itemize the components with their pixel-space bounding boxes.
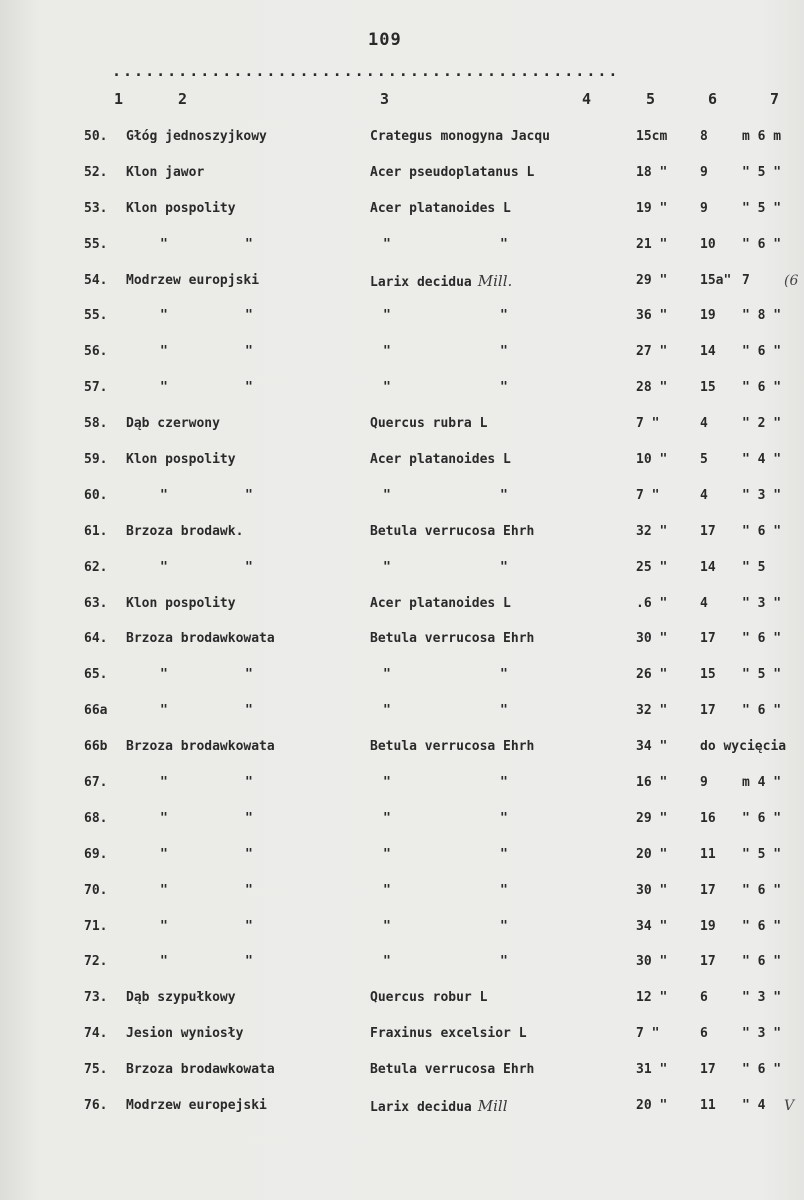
ditto-mark: " xyxy=(500,487,508,503)
dotted-separator: .............................................. xyxy=(112,62,620,80)
crown-diameter: " 4 " xyxy=(742,452,782,468)
trunk-circumference: 7 " xyxy=(636,1026,660,1042)
ditto-mark: " xyxy=(383,236,391,252)
ditto-mark: " xyxy=(383,380,391,396)
trunk-circumference: 18 " xyxy=(636,164,668,180)
row-number: 58. xyxy=(84,416,108,432)
handwritten-annotation: Mill xyxy=(477,1097,508,1116)
crown-diameter: " 8 " xyxy=(742,308,782,324)
latin-text: Betula verrucosa Ehrh xyxy=(370,631,535,647)
tree-inventory-table xyxy=(0,127,804,1132)
table-row xyxy=(0,988,804,1024)
trunk-circumference: 32 " xyxy=(636,523,668,539)
latin-text: Acer platanoides L xyxy=(370,200,511,216)
ditto-mark: " xyxy=(245,308,253,324)
table-row xyxy=(0,522,804,558)
ditto-mark: " xyxy=(500,918,508,934)
ditto-mark: " xyxy=(383,775,391,791)
latin-text: Larix decidua xyxy=(370,1100,472,1116)
latin-text: Acer platanoides L xyxy=(370,595,511,611)
trunk-circumference: 30 " xyxy=(636,631,668,647)
tree-height: 4 xyxy=(700,595,708,611)
crown-diameter: " 5 " xyxy=(742,667,782,683)
table-row xyxy=(0,450,804,486)
species-latin-name xyxy=(370,988,635,1008)
species-polish-name: Jesion wyniosły xyxy=(126,1026,244,1042)
ditto-mark: " xyxy=(383,703,391,719)
ditto-mark: " xyxy=(245,882,253,898)
tree-height: 17 xyxy=(700,631,716,647)
table-row xyxy=(0,342,804,378)
column-header-row xyxy=(0,90,804,114)
tree-height: 17 xyxy=(700,954,716,970)
table-row xyxy=(0,1096,804,1132)
ditto-mark: " xyxy=(383,308,391,324)
tree-height: 8 xyxy=(700,129,708,144)
ditto-mark: " xyxy=(383,846,391,862)
row-number: 54. xyxy=(84,272,108,288)
crown-diameter: " 5 " xyxy=(742,846,782,862)
species-latin-name xyxy=(370,127,635,147)
ditto-mark: " xyxy=(245,380,253,396)
latin-text: Fraxinus excelsior L xyxy=(370,1026,527,1042)
species-latin-name xyxy=(370,414,635,434)
trunk-circumference: 10 " xyxy=(636,452,668,468)
species-latin-name xyxy=(370,1060,635,1080)
tree-height: 17 xyxy=(700,1062,716,1078)
ditto-mark: " xyxy=(500,703,508,719)
tree-height: 11 xyxy=(700,1098,716,1114)
species-latin-name xyxy=(370,629,635,649)
crown-diameter: " 6 " xyxy=(742,882,782,898)
crown-diameter: m 4 " xyxy=(742,775,782,791)
ditto-mark: " xyxy=(160,487,168,503)
row-number: 62. xyxy=(84,559,108,575)
tree-height: 16 xyxy=(700,810,716,826)
ditto-mark: " xyxy=(160,810,168,826)
ditto-mark: " xyxy=(383,344,391,360)
trunk-circumference: 12 " xyxy=(636,990,668,1006)
ditto-mark: " xyxy=(160,344,168,360)
crown-diameter: " 6 " xyxy=(742,703,782,719)
latin-text: Betula verrucosa Ehrh xyxy=(370,523,535,539)
column-header-7: 7 xyxy=(770,90,780,108)
ditto-mark: " xyxy=(383,882,391,898)
tree-height: 6 xyxy=(700,1026,708,1042)
row-number: 64. xyxy=(84,631,108,647)
table-row xyxy=(0,773,804,809)
ditto-mark: " xyxy=(500,954,508,970)
species-polish-name: Dąb czerwony xyxy=(126,416,220,432)
latin-text: Acer platanoides L xyxy=(370,452,511,468)
ditto-mark: " xyxy=(383,918,391,934)
crown-diameter: " 6 " xyxy=(742,810,782,826)
species-polish-name: Dąb szypułkowy xyxy=(126,990,236,1006)
row-number: 52. xyxy=(84,164,108,180)
crown-diameter: " 3 " xyxy=(742,487,782,503)
species-polish-name: Modrzew europejski xyxy=(126,1098,267,1114)
ditto-mark: " xyxy=(245,918,253,934)
row-number: 59. xyxy=(84,452,108,468)
latin-text: Quercus rubra L xyxy=(370,416,488,432)
species-polish-name: Brzoza brodawkowata xyxy=(126,631,275,647)
row-number: 70. xyxy=(84,882,108,898)
species-polish-name: Brzoza brodawkowata xyxy=(126,739,275,755)
trunk-circumference: 32 " xyxy=(636,703,668,719)
species-polish-name: Brzoza brodawk. xyxy=(126,523,244,539)
column-header-1: 1 xyxy=(114,90,124,108)
ditto-mark: " xyxy=(245,775,253,791)
trunk-circumference: 36 " xyxy=(636,308,668,324)
row-number: 53. xyxy=(84,200,108,216)
ditto-mark: " xyxy=(500,380,508,396)
tree-height: 9 xyxy=(700,775,708,791)
species-polish-name: Modrzew europjski xyxy=(126,272,260,288)
ditto-mark: " xyxy=(245,559,253,575)
trunk-circumference: 30 " xyxy=(636,954,668,970)
crown-diameter: " 6 " xyxy=(742,631,782,647)
species-latin-name xyxy=(370,1024,635,1044)
ditto-mark: " xyxy=(500,667,508,683)
trunk-circumference: 21 " xyxy=(636,236,668,252)
trunk-circumference: 29 " xyxy=(636,810,668,826)
ditto-mark: " xyxy=(383,559,391,575)
tree-height: 17 xyxy=(700,882,716,898)
row-number: 55. xyxy=(84,308,108,324)
column-header-2: 2 xyxy=(178,90,188,108)
trunk-circumference: 19 " xyxy=(636,200,668,216)
tree-height: 11 xyxy=(700,846,716,862)
latin-text: Acer pseudoplatanus L xyxy=(370,164,535,180)
ditto-mark: " xyxy=(160,380,168,396)
species-latin-name xyxy=(370,271,635,293)
species-latin-name xyxy=(370,199,635,219)
table-row xyxy=(0,235,804,271)
crown-diameter: " 4 xyxy=(742,1098,766,1114)
trunk-circumference: 27 " xyxy=(636,344,668,360)
species-latin-name xyxy=(370,737,635,757)
ditto-mark: " xyxy=(245,667,253,683)
row-number: 67. xyxy=(84,775,108,791)
crown-diameter: " 2 " xyxy=(742,416,782,432)
trunk-circumference: 20 " xyxy=(636,1098,668,1114)
row-number: 57. xyxy=(84,380,108,396)
species-polish-name: Klon pospolity xyxy=(126,452,236,468)
trunk-circumference: 34 " xyxy=(636,918,668,934)
tree-height: 6 xyxy=(700,990,708,1006)
remark-cell: do wycięcia xyxy=(700,739,787,755)
row-number: 56. xyxy=(84,344,108,360)
table-row xyxy=(0,952,804,988)
table-row xyxy=(0,629,804,665)
crown-diameter: " 6 " xyxy=(742,954,782,970)
ditto-mark: " xyxy=(500,810,508,826)
ditto-mark: " xyxy=(160,954,168,970)
crown-diameter: " 6 " xyxy=(742,380,782,396)
trunk-circumference: 15cm xyxy=(636,129,668,144)
row-number: 69. xyxy=(84,846,108,862)
table-row xyxy=(0,558,804,594)
row-number: 65. xyxy=(84,667,108,683)
row-number: 75. xyxy=(84,1062,108,1078)
ditto-mark: " xyxy=(160,308,168,324)
row-number: 63. xyxy=(84,595,108,611)
ditto-mark: " xyxy=(500,846,508,862)
column-header-5: 5 xyxy=(646,90,656,108)
trunk-circumference: 7 " xyxy=(636,416,660,432)
tree-height: 9 xyxy=(700,200,708,216)
row-number: 66b xyxy=(84,739,108,755)
ditto-mark: " xyxy=(383,954,391,970)
table-row xyxy=(0,845,804,881)
row-number: 71. xyxy=(84,918,108,934)
handwritten-annotation: Mill. xyxy=(477,271,513,290)
ditto-mark: " xyxy=(500,882,508,898)
table-row xyxy=(0,594,804,630)
ditto-mark: " xyxy=(500,308,508,324)
ditto-mark: " xyxy=(245,810,253,826)
ditto-mark: " xyxy=(383,810,391,826)
table-row xyxy=(0,737,804,773)
table-row xyxy=(0,199,804,235)
tree-height: 5 xyxy=(700,452,708,468)
ditto-mark: " xyxy=(245,954,253,970)
ditto-mark: " xyxy=(245,344,253,360)
trunk-circumference: 28 " xyxy=(636,380,668,396)
ditto-mark: " xyxy=(500,344,508,360)
table-row xyxy=(0,665,804,701)
ditto-mark: " xyxy=(245,846,253,862)
species-latin-name xyxy=(370,163,635,183)
trunk-circumference: 34 " xyxy=(636,739,668,755)
crown-diameter: " 6 " xyxy=(742,236,782,252)
handwritten-mark: V xyxy=(784,1098,795,1115)
species-latin-name xyxy=(370,594,635,614)
row-number: 68. xyxy=(84,810,108,826)
trunk-circumference: 30 " xyxy=(636,882,668,898)
latin-text: Crategus monogyna Jacqu xyxy=(370,129,551,144)
crown-diameter: " 5 " xyxy=(742,164,782,180)
crown-diameter: " 6 " xyxy=(742,918,782,934)
ditto-mark: " xyxy=(383,667,391,683)
tree-height: 10 xyxy=(700,236,716,252)
trunk-circumference: 20 " xyxy=(636,846,668,862)
species-polish-name: Brzoza brodawkowata xyxy=(126,1062,275,1078)
page-number: 109 xyxy=(368,30,402,50)
row-number: 74. xyxy=(84,1026,108,1042)
ditto-mark: " xyxy=(245,487,253,503)
tree-height: 19 xyxy=(700,308,716,324)
tree-height: 17 xyxy=(700,703,716,719)
crown-diameter: " 6 " xyxy=(742,523,782,539)
table-row xyxy=(0,163,804,199)
crown-diameter: " 5 xyxy=(742,559,766,575)
ditto-mark: " xyxy=(160,236,168,252)
latin-text: Betula verrucosa Ehrh xyxy=(370,1062,535,1078)
ditto-mark: " xyxy=(500,775,508,791)
table-row xyxy=(0,1024,804,1060)
tree-height: 4 xyxy=(700,416,708,432)
trunk-circumference: 26 " xyxy=(636,667,668,683)
ditto-mark: " xyxy=(160,775,168,791)
table-row xyxy=(0,486,804,522)
crown-diameter: " 6 " xyxy=(742,344,782,360)
crown-diameter: " 3 " xyxy=(742,990,782,1006)
ditto-mark: " xyxy=(245,236,253,252)
row-number: 76. xyxy=(84,1098,108,1114)
species-latin-name xyxy=(370,522,635,542)
latin-text: Larix decidua xyxy=(370,274,472,290)
crown-diameter: m 6 m xyxy=(742,129,782,144)
ditto-mark: " xyxy=(160,559,168,575)
ditto-mark: " xyxy=(383,487,391,503)
table-row xyxy=(0,414,804,450)
tree-height: 14 xyxy=(700,344,716,360)
row-number: 66a xyxy=(84,703,108,719)
tree-height: 17 xyxy=(700,523,716,539)
crown-diameter: " 6 " xyxy=(742,1062,782,1078)
column-header-3: 3 xyxy=(380,90,390,108)
ditto-mark: " xyxy=(160,918,168,934)
table-row xyxy=(0,809,804,845)
tree-height: 9 xyxy=(700,164,708,180)
table-row xyxy=(0,881,804,917)
handwritten-mark: (6 xyxy=(784,272,799,289)
species-latin-name xyxy=(370,1096,635,1118)
table-row xyxy=(0,271,804,307)
ditto-mark: " xyxy=(500,236,508,252)
trunk-circumference: 25 " xyxy=(636,559,668,575)
crown-diameter: 7 xyxy=(742,272,750,288)
ditto-mark: " xyxy=(160,703,168,719)
row-number: 61. xyxy=(84,523,108,539)
table-row xyxy=(0,378,804,414)
tree-height: 19 xyxy=(700,918,716,934)
species-latin-name xyxy=(370,450,635,470)
trunk-circumference: 31 " xyxy=(636,1062,668,1078)
crown-diameter: " 5 " xyxy=(742,200,782,216)
trunk-circumference: 29 " xyxy=(636,272,668,288)
trunk-circumference: .6 " xyxy=(636,595,668,611)
table-row xyxy=(0,127,804,163)
row-number: 60. xyxy=(84,487,108,503)
latin-text: Quercus robur L xyxy=(370,990,488,1006)
table-row xyxy=(0,1060,804,1096)
column-header-4: 4 xyxy=(582,90,592,108)
ditto-mark: " xyxy=(160,882,168,898)
ditto-mark: " xyxy=(500,559,508,575)
column-header-6: 6 xyxy=(708,90,718,108)
ditto-mark: " xyxy=(160,846,168,862)
table-row xyxy=(0,306,804,342)
row-number: 50. xyxy=(84,129,108,144)
species-polish-name: Głóg jednoszyjkowy xyxy=(126,129,267,144)
trunk-circumference: 16 " xyxy=(636,775,668,791)
tree-height: 14 xyxy=(700,559,716,575)
row-number: 73. xyxy=(84,990,108,1006)
species-polish-name: Klon pospolity xyxy=(126,595,236,611)
crown-diameter: " 3 " xyxy=(742,595,782,611)
row-number: 72. xyxy=(84,954,108,970)
latin-text: Betula verrucosa Ehrh xyxy=(370,739,535,755)
species-polish-name: Klon jawor xyxy=(126,164,205,180)
tree-height: 4 xyxy=(700,487,708,503)
tree-height: 15 xyxy=(700,380,716,396)
table-row xyxy=(0,917,804,953)
ditto-mark: " xyxy=(245,703,253,719)
trunk-circumference: 7 " xyxy=(636,487,660,503)
tree-height: 15a" xyxy=(700,272,732,288)
row-number: 55. xyxy=(84,236,108,252)
species-polish-name: Klon pospolity xyxy=(126,200,236,216)
table-row xyxy=(0,701,804,737)
tree-height: 15 xyxy=(700,667,716,683)
ditto-mark: " xyxy=(160,667,168,683)
crown-diameter: " 3 " xyxy=(742,1026,782,1042)
